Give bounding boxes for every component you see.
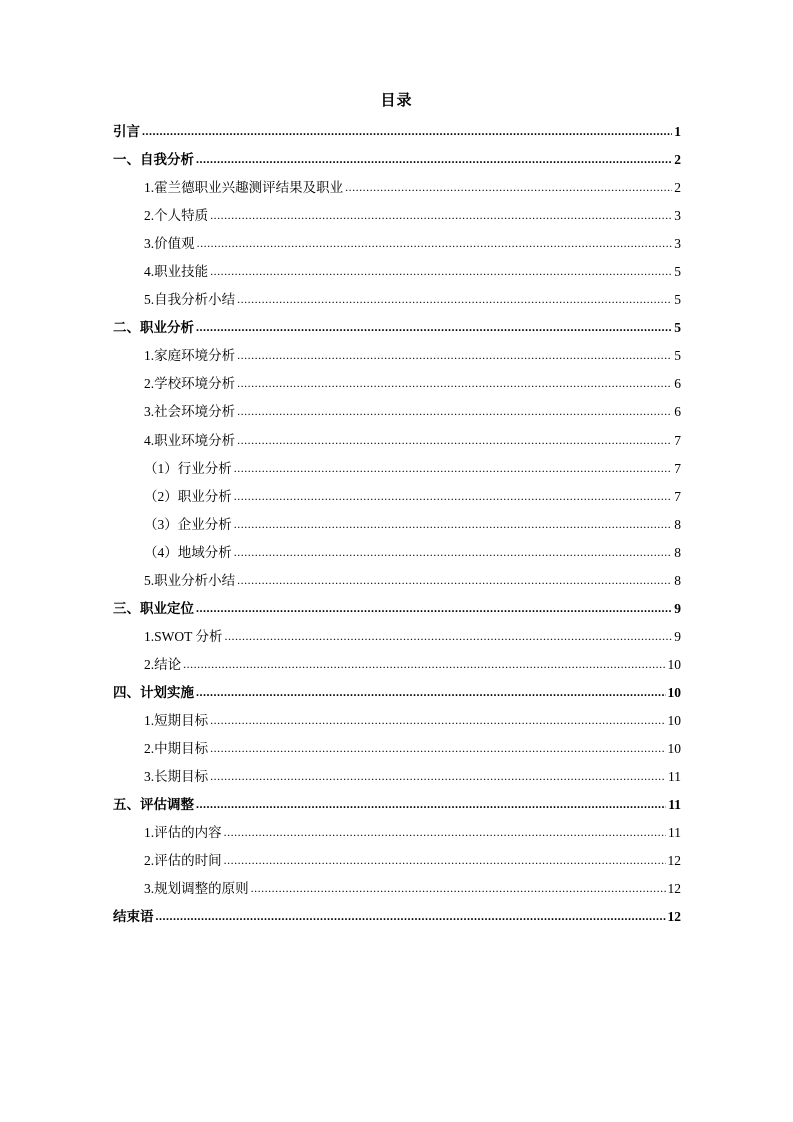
toc-entry-page-number: 11 [668,825,681,841]
dot-leader [234,510,673,538]
toc-entry-label: 3.价值观 [144,236,195,252]
toc-entry-label: 4.职业技能 [144,264,209,280]
dot-leader [196,145,672,173]
toc-entry-label: 一、自我分析 [113,152,194,168]
toc-entry[interactable] [113,202,681,230]
toc-entry-label: 2.个人特质 [144,208,209,224]
toc-entry[interactable] [113,286,681,314]
toc-entry-label: 结束语 [113,909,154,925]
dot-leader [210,257,672,285]
toc-entry-page-number: 1 [674,124,681,139]
dot-leader [237,566,672,594]
toc-entry-label: 三、职业定位 [113,600,194,616]
toc-entry-page-number: 10 [667,712,681,728]
dot-leader [237,285,672,313]
dot-leader [210,706,665,734]
toc-entry-page-number: 7 [674,488,681,504]
toc-entry-page-number: 7 [674,460,681,476]
toc-entry-label: 四、计划实施 [113,684,194,700]
toc-entry-label: 2.学校环境分析 [144,376,236,392]
dot-leader [225,622,673,650]
dot-leader [210,201,672,229]
table-of-contents [113,118,681,931]
toc-entry-label: （1）行业分析 [144,460,232,476]
dot-leader [196,678,666,706]
dot-leader [234,538,673,566]
toc-entry[interactable] [113,819,681,847]
toc-entry-page-number: 10 [667,741,681,757]
toc-title: 目录 [380,93,413,109]
toc-entry-label: 1.霍兰德职业兴趣测评结果及职业 [144,180,344,196]
dot-leader [237,426,672,454]
toc-entry-label: 1.家庭环境分析 [144,348,236,364]
toc-entry-label: 1.评估的内容 [144,825,222,841]
toc-entry-label: 引言 [113,124,140,139]
toc-entry-label: 3.规划调整的原则 [144,881,249,897]
toc-entry-page-number: 6 [674,376,681,392]
toc-entry-page-number: 5 [674,292,681,308]
toc-entry[interactable] [113,875,681,903]
toc-entry-page-number: 8 [674,572,681,588]
toc-entry-label: 4.职业环境分析 [144,432,236,448]
toc-entry-page-number: 3 [674,236,681,252]
toc-entry-label: 1.SWOT 分析 [144,628,223,644]
toc-entry-page-number: 2 [674,180,681,196]
toc-entry[interactable] [113,230,681,258]
toc-entry-page-number: 10 [667,656,681,672]
toc-entry-label: （4）地域分析 [144,544,232,560]
toc-entry[interactable] [113,118,681,146]
toc-entry-label: （2）职业分析 [144,488,232,504]
toc-entry[interactable] [113,398,681,426]
toc-entry-page-number: 11 [668,769,681,785]
dot-leader [197,229,673,257]
toc-entry[interactable] [113,146,681,174]
toc-entry-label: 3.社会环境分析 [144,404,236,420]
toc-entry-page-number: 5 [674,320,681,336]
toc-entry-label: （3）企业分析 [144,516,232,532]
toc-entry-page-number: 12 [667,909,681,925]
toc-entry[interactable] [113,791,681,819]
dot-leader [224,846,666,874]
toc-entry-page-number: 6 [674,404,681,420]
toc-entry[interactable] [113,314,681,342]
toc-entry[interactable] [113,567,681,595]
dot-leader [345,173,672,201]
toc-entry-page-number: 12 [667,881,681,897]
toc-entry-label: 2.中期目标 [144,741,209,757]
toc-entry[interactable] [113,455,681,483]
toc-entry-label: 5.职业分析小结 [144,572,236,588]
toc-entry-page-number: 8 [674,516,681,532]
dot-leader [237,341,672,369]
toc-entry-page-number: 12 [667,853,681,869]
dot-leader [196,313,672,341]
dot-leader [237,397,672,425]
toc-entry-page-number: 5 [674,264,681,280]
toc-entry-label: 二、职业分析 [113,320,194,336]
dot-leader [210,762,666,790]
toc-entry[interactable] [113,707,681,735]
dot-leader [196,594,672,622]
dot-leader [210,734,665,762]
toc-entry[interactable] [113,763,681,791]
toc-entry-page-number: 8 [674,544,681,560]
toc-entry[interactable] [113,623,681,651]
toc-entry-page-number: 10 [667,684,681,700]
dot-leader [251,874,666,902]
toc-entry[interactable] [113,427,681,455]
toc-entry[interactable] [113,847,681,875]
toc-entry[interactable] [113,370,681,398]
toc-entry-page-number: 9 [674,600,681,616]
dot-leader [234,482,673,510]
toc-entry-page-number: 2 [674,152,681,168]
toc-entry-page-number: 3 [674,208,681,224]
dot-leader [224,818,666,846]
dot-leader [234,454,673,482]
toc-entry[interactable] [113,174,681,202]
toc-entry[interactable] [113,595,681,623]
toc-entry-label: 1.短期目标 [144,712,209,728]
toc-entry-label: 2.评估的时间 [144,853,222,869]
toc-entry-label: 5.自我分析小结 [144,292,236,308]
toc-entry-label: 五、评估调整 [113,797,194,813]
toc-entry[interactable] [113,679,681,707]
dot-leader [156,902,666,930]
toc-entry-page-number: 9 [674,628,681,644]
toc-entry[interactable] [113,511,681,539]
toc-entry-label: 3.长期目标 [144,769,209,785]
toc-entry[interactable] [113,258,681,286]
toc-entry-label: 2.结论 [144,656,182,672]
toc-entry[interactable] [113,651,681,679]
dot-leader [237,369,672,397]
dot-leader [183,650,665,678]
toc-entry[interactable] [113,539,681,567]
toc-entry-page-number: 11 [668,797,681,813]
toc-entry[interactable] [113,903,681,931]
dot-leader [196,790,666,818]
toc-entry[interactable] [113,735,681,763]
toc-entry[interactable] [113,483,681,511]
toc-entry-page-number: 5 [674,348,681,364]
toc-entry-page-number: 7 [674,432,681,448]
dot-leader [142,117,672,145]
toc-entry[interactable] [113,342,681,370]
